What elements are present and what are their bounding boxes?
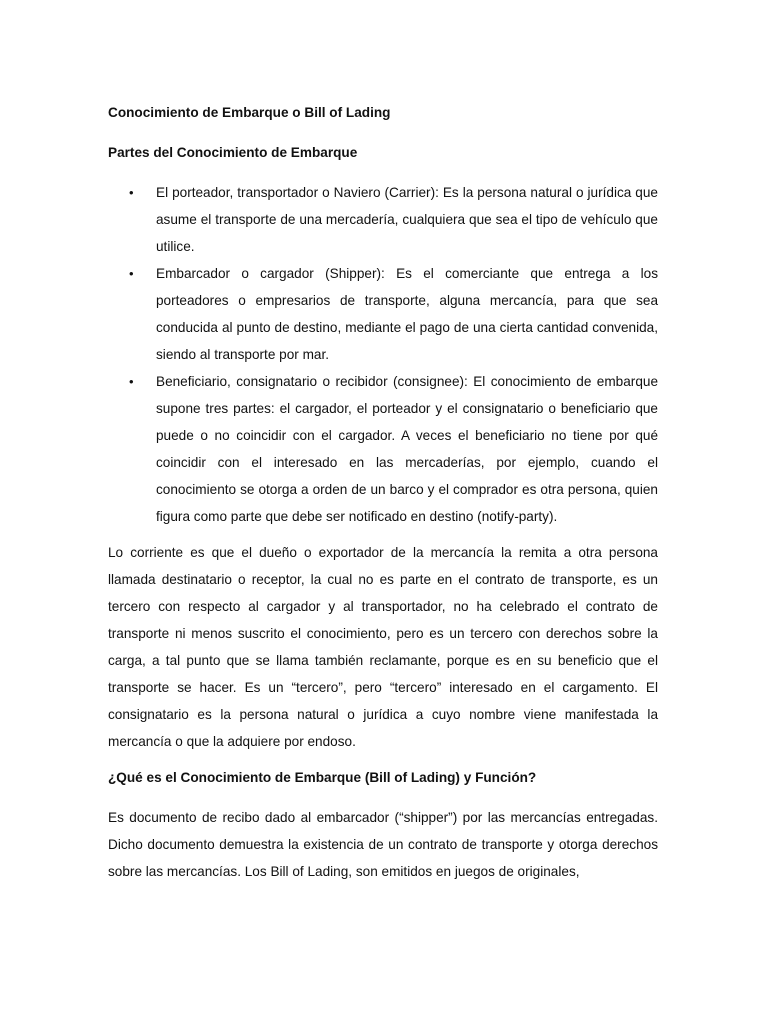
question-heading: ¿Qué es el Conocimiento de Embarque (Bill of Lading) y Función? (108, 770, 537, 785)
paragraph-owner-consignee: Lo corriente es que el dueño o exportador de la mercancía la remita a otra persona llamada destinatario o receptor, la cual no es parte en el contrato de transporte, es un tercero con respecto al cargador y al transportador, no ha celebrado el contrato de transporte ni menos suscrito el conocimiento, pero es un tercero con derechos sobre la carga, a tal punto que se llama también reclamante, porque es en su beneficio que el transporte se hacer. Es un “tercero”, pero “tercero” interesado en el cargamento. El consignatario es la persona natural o jurídica a cuyo nombre viene manifestada la mercancía o que la adquiere por endoso. (108, 545, 658, 749)
bullet-icon: • (129, 185, 134, 200)
parties-list (108, 179, 658, 530)
list-item-text: El porteador, transportador o Naviero (Carrier): Es la persona natural o jurídica que asume el transporte de una mercadería, cualquiera que sea el tipo de vehículo que utilice. (156, 185, 658, 254)
list-item-carrier (108, 179, 658, 260)
list-item-shipper (108, 260, 658, 368)
bullet-icon: • (129, 266, 134, 281)
section-title: Partes del Conocimiento de Embarque (108, 145, 358, 160)
document-title: Conocimiento de Embarque o Bill of Lading (108, 105, 391, 120)
paragraph-definition: Es documento de recibo dado al embarcador (“shipper”) por las mercancías entregadas. Dicho documento demuestra la existencia de un contrato de transporte y otorga derechos sobre las mercancías. Los Bill of Lading, son emitidos en juegos de originales, (108, 810, 658, 879)
list-item-consignee (108, 368, 658, 530)
list-item-text: Beneficiario, consignatario o recibidor (consignee): El conocimiento de embarque supone tres partes: el cargador, el porteador y el consignatario o beneficiario que puede o no coincidir con el cargador. A veces el beneficiario no tiene por qué coincidir con el interesado en las mercaderías, por ejemplo, cuando el conocimiento se otorga a orden de un barco y el comprador es otra persona, quien figura como parte que debe ser notificado en destino (notify-party). (156, 374, 658, 524)
bullet-icon: • (129, 374, 134, 389)
list-item-text: Embarcador o cargador (Shipper): Es el comerciante que entrega a los porteadores o empresarios de transporte, alguna mercancía, para que sea conducida al punto de destino, mediante el pago de una cierta cantidad convenida, siendo al transporte por mar. (156, 266, 658, 362)
document-body (108, 99, 658, 885)
